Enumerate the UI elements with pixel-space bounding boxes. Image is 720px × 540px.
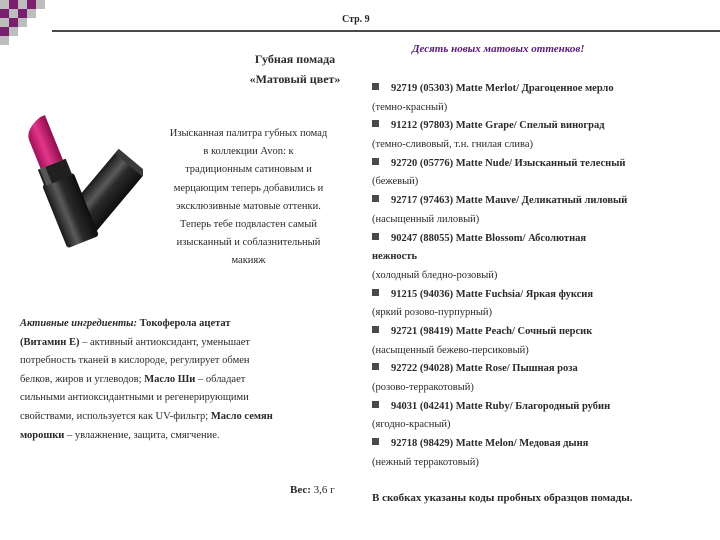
shade-code: 92717 (97463) Matte Mauve/ Деликатный лиловый [391,195,628,207]
bullet-icon [372,363,379,370]
list-item [372,323,717,360]
shade-description: (бежевый) [372,176,419,188]
ingredient-tocopherol: Токоферола ацетат [139,318,231,329]
description-line: Изысканная палитра губных помад [169,128,328,139]
shade-description: (насыщенный лиловый) [372,213,480,225]
description-line: изысканный и соблазнительный [176,237,321,249]
product-subtitle: «Матовый цвет» [249,72,341,86]
bullet-icon [372,438,379,445]
list-item [372,80,717,117]
bullet-icon [372,326,379,333]
description-line: Теперь тебе подвластен самый [180,219,317,231]
shades-heading: Десять новых матовых оттенков! [412,43,585,55]
list-item [372,286,717,323]
active-ingredients [20,315,350,445]
shade-description: (насыщенный бежево-персиковый) [372,344,529,356]
bullet-icon [372,195,379,202]
shade-description: (розово-терракотовый) [372,382,474,393]
shade-code: 92722 (94028) Matte Rose/ Пышная роза [391,363,578,375]
bullet-icon [372,233,379,240]
ingredient-text: – обладает [195,373,246,385]
shade-description: (яркий розово-пурпурный) [372,307,493,319]
shade-code: 90247 (88055) Matte Blossom/ Абсолютная [391,232,587,244]
shade-description: (холодный бледно-розовый) [372,269,498,281]
bullet-icon [372,289,379,296]
shade-description: (темно-сливовый, т.н. гнилая слива) [372,139,533,151]
shade-description: (ягодно-красный) [372,419,451,431]
bullet-icon [372,401,379,408]
list-item [372,398,717,435]
ingredient-cloudberry: Масло семян [210,410,273,422]
list-item [372,155,717,192]
lipstick-image [18,102,143,252]
shade-description: (нежный терракотовый) [372,456,479,468]
shade-list [372,80,717,472]
shade-code-continued: нежность [372,251,417,263]
product-description [146,125,351,271]
description-line: эксклюзивные матовые оттенки. [176,200,321,212]
description-line: макияж [231,255,266,267]
list-item [372,435,717,472]
ingredient-cloudberry: морошки [20,429,65,441]
bullet-icon [372,83,379,90]
shade-code: 92718 (98429) Matte Melon/ Медовая дыня [391,438,589,450]
list-item [372,230,717,286]
header-divider [52,30,720,32]
bullet-icon [372,120,379,127]
ingredient-shea: Масло Ши [144,373,196,385]
ingredient-text: – активный антиоксидант, уменьшает [79,336,251,348]
shade-code: 91215 (94036) Matte Fuchsia/ Яркая фуксия [391,288,594,300]
shade-code: 92720 (05776) Matte Nude/ Изысканный телесный [391,157,626,169]
shade-code: 91212 (97803) Matte Grape/ Спелый виноград [391,120,605,132]
list-item [372,117,717,154]
shade-code: 92721 (98419) Matte Peach/ Сочный персик [391,325,593,337]
ingredients-label: Активные ингредиенты: [20,318,137,329]
footnote: В скобках указаны коды пробных образцов помады. [372,492,633,504]
shade-description: (темно-красный) [372,101,448,113]
shade-code: 94031 (04241) Matte Ruby/ Благородный рубин [391,400,611,412]
ingredient-text: белков, жиров и углеводов; [20,373,145,385]
description-line: традиционным сатиновым и [185,164,312,176]
description-line: мерцающим теперь добавились и [173,182,324,194]
page-number: Стр. 9 [342,14,370,25]
bullet-icon [372,158,379,165]
weight-value: 3,6 г [310,484,335,496]
ingredient-text: сильными антиоксидантными и регенерирующими [20,392,249,404]
corner-checker-decoration [0,0,60,46]
list-item [372,360,717,397]
ingredient-text: – увлажнение, защита, смягчение. [64,429,220,441]
product-title: Губная помада [254,52,336,66]
product-weight [290,484,335,496]
ingredient-vitamin-e: (Витамин Е) [20,336,80,348]
ingredient-text: свойствами, используется как UV-фильтр; [20,410,211,422]
description-line: в коллекции Avon: к [203,146,294,158]
shade-code: 92719 (05303) Matte Merlot/ Драгоценное мерло [391,83,614,94]
weight-label: Вес: [290,484,311,496]
ingredient-text: потребность тканей в кислороде, регулирует обмен [20,355,250,367]
list-item [372,192,717,229]
